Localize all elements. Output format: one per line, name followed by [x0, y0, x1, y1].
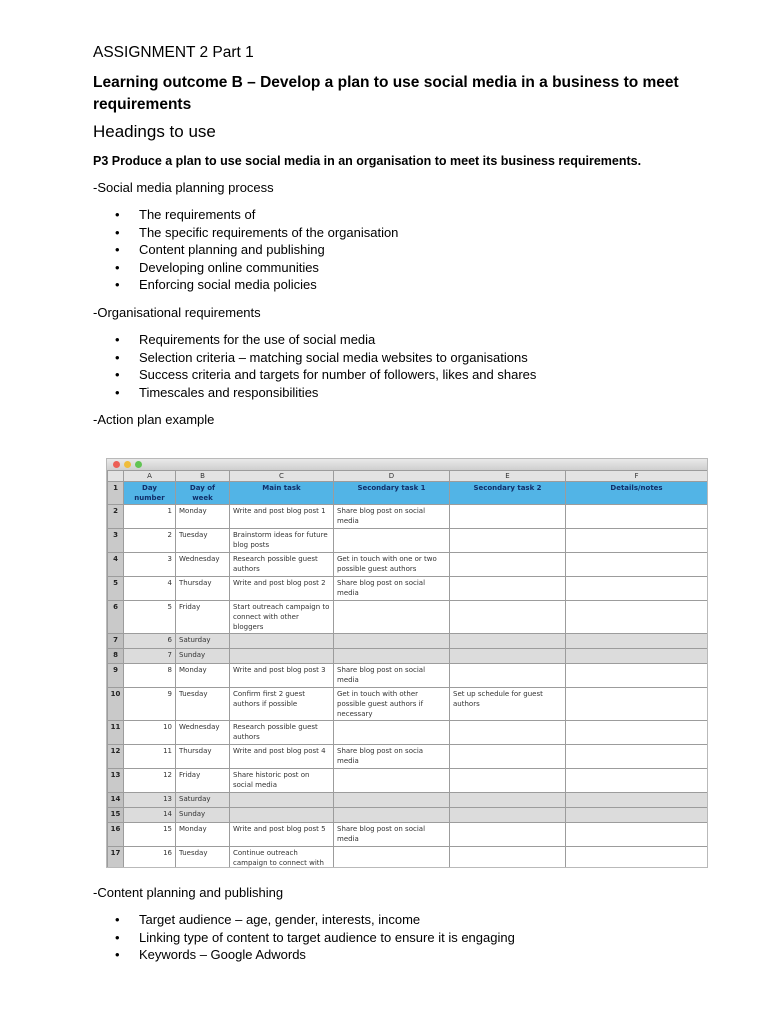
day-of-week-cell: Friday	[176, 601, 230, 634]
day-number-cell: 12	[124, 769, 176, 793]
secondary-task-2-cell	[450, 601, 566, 634]
secondary-task-2-cell	[450, 553, 566, 577]
details-notes-cell	[566, 745, 708, 769]
details-notes-cell	[566, 553, 708, 577]
column-header: Main task	[230, 482, 334, 505]
table-row	[108, 688, 708, 721]
list-item: • Content planning and publishing	[115, 242, 325, 258]
day-number-cell: 13	[124, 793, 176, 808]
close-window-icon	[113, 461, 120, 468]
action-plan-table	[107, 470, 708, 868]
details-notes-cell	[566, 823, 708, 847]
day-number-cell: 11	[124, 745, 176, 769]
bullet-icon: •	[115, 277, 120, 293]
main-task-cell	[230, 634, 334, 649]
column-header: Secondary task 2	[450, 482, 566, 505]
day-number-cell: 7	[124, 649, 176, 664]
list-item: • The requirements of	[115, 207, 256, 222]
details-notes-cell	[566, 769, 708, 793]
day-of-week-cell: Saturday	[176, 793, 230, 808]
row-number: 10	[108, 688, 124, 721]
secondary-task-1-cell: Share blog post on socia media	[334, 745, 450, 769]
assignment-title: ASSIGNMENT 2 Part 1	[93, 44, 254, 61]
secondary-task-1-cell: Get in touch with one or two possible guest authors	[334, 553, 450, 577]
list-item: • Linking type of content to target audience to ensure it is engaging	[115, 929, 515, 945]
day-number-cell: 16	[124, 847, 176, 869]
secondary-task-2-cell	[450, 793, 566, 808]
section-label-content-planning: -Content planning and publishing	[93, 885, 284, 900]
row-number: 11	[108, 721, 124, 745]
row-number: 12	[108, 745, 124, 769]
bullet-icon: •	[115, 259, 120, 275]
day-number-cell: 10	[124, 721, 176, 745]
bullet-list-organisational-requirements	[93, 331, 693, 401]
bullet-icon: •	[115, 384, 120, 400]
learning-outcome-heading: Learning outcome B – Develop a plan to use social media in a business to meet requirements	[93, 74, 679, 113]
secondary-task-2-cell	[450, 808, 566, 823]
list-item: • Developing online communities	[115, 259, 319, 275]
details-notes-cell	[566, 601, 708, 634]
secondary-task-2-cell	[450, 529, 566, 553]
secondary-task-1-cell	[334, 769, 450, 793]
details-notes-cell	[566, 688, 708, 721]
column-header: Secondary task 1	[334, 482, 450, 505]
details-notes-cell	[566, 808, 708, 823]
section-label-planning-process: -Social media planning process	[93, 180, 274, 195]
day-of-week-cell: Tuesday	[176, 847, 230, 869]
day-of-week-cell: Sunday	[176, 649, 230, 664]
column-letter: E	[450, 471, 566, 482]
bullet-list-content-planning	[93, 911, 693, 964]
day-number-cell: 2	[124, 529, 176, 553]
headings-to-use-label: Headings to use	[93, 122, 216, 141]
day-number-cell: 3	[124, 553, 176, 577]
day-of-week-cell: Wednesday	[176, 721, 230, 745]
details-notes-cell	[566, 793, 708, 808]
table-row	[108, 721, 708, 745]
day-number-cell: 5	[124, 601, 176, 634]
table-row	[108, 823, 708, 847]
list-item: • Requirements for the use of social media	[115, 331, 376, 347]
bullet-icon: •	[115, 207, 120, 222]
day-of-week-cell: Sunday	[176, 808, 230, 823]
bullet-icon: •	[115, 224, 120, 240]
main-task-cell: Brainstorm ideas for future blog posts	[230, 529, 334, 553]
table-row	[108, 847, 708, 869]
secondary-task-2-cell	[450, 664, 566, 688]
row-number: 7	[108, 634, 124, 649]
bullet-icon: •	[115, 242, 120, 258]
table-row	[108, 793, 708, 808]
main-task-cell	[230, 808, 334, 823]
secondary-task-1-cell: Share blog post on social media	[334, 664, 450, 688]
column-header: Day number	[124, 482, 176, 505]
table-header-row	[108, 482, 708, 505]
main-task-cell: Confirm first 2 guest authors if possible	[230, 688, 334, 721]
secondary-task-2-cell	[450, 823, 566, 847]
main-task-cell	[230, 793, 334, 808]
list-item: • Keywords – Google Adwords	[115, 947, 306, 963]
table-row	[108, 577, 708, 601]
main-task-cell: Write and post blog post 4	[230, 745, 334, 769]
list-item: • Enforcing social media policies	[115, 277, 317, 293]
details-notes-cell	[566, 721, 708, 745]
secondary-task-2-cell: Set up schedule for guest authors	[450, 688, 566, 721]
day-of-week-cell: Monday	[176, 505, 230, 529]
details-notes-cell	[566, 505, 708, 529]
column-letter: A	[124, 471, 176, 482]
window-title-bar	[107, 459, 707, 470]
main-task-cell: Share historic post on social media	[230, 769, 334, 793]
secondary-task-1-cell	[334, 529, 450, 553]
day-of-week-cell: Thursday	[176, 577, 230, 601]
secondary-task-2-cell	[450, 847, 566, 869]
day-of-week-cell: Wednesday	[176, 553, 230, 577]
main-task-cell: Continue outreach campaign to connect with	[230, 847, 334, 869]
day-of-week-cell: Saturday	[176, 634, 230, 649]
table-row	[108, 529, 708, 553]
section-label-action-plan: -Action plan example	[93, 412, 215, 428]
secondary-task-1-cell	[334, 721, 450, 745]
list-item: • Success criteria and targets for number of followers, likes and shares	[115, 367, 537, 383]
day-number-cell: 15	[124, 823, 176, 847]
zoom-window-icon	[135, 461, 142, 468]
column-letter: F	[566, 471, 708, 482]
column-header: Details/notes	[566, 482, 708, 505]
row-number: 16	[108, 823, 124, 847]
secondary-task-1-cell: Share blog post on social media	[334, 823, 450, 847]
list-item: • Selection criteria – matching social media websites to organisations	[115, 349, 528, 365]
main-task-cell: Research possible guest authors	[230, 553, 334, 577]
main-task-cell: Write and post blog post 2	[230, 577, 334, 601]
secondary-task-1-cell: Get in touch with other possible guest authors if necessary	[334, 688, 450, 721]
bullet-icon: •	[115, 947, 120, 963]
row-number: 1	[108, 482, 124, 505]
column-letter: C	[230, 471, 334, 482]
table-row	[108, 769, 708, 793]
content-planning-section	[93, 885, 693, 975]
secondary-task-1-cell	[334, 649, 450, 664]
secondary-task-1-cell	[334, 601, 450, 634]
details-notes-cell	[566, 649, 708, 664]
details-notes-cell	[566, 577, 708, 601]
column-letter: B	[176, 471, 230, 482]
secondary-task-1-cell	[334, 808, 450, 823]
secondary-task-1-cell: Share blog post on social media	[334, 577, 450, 601]
row-number: 2	[108, 505, 124, 529]
day-number-cell: 14	[124, 808, 176, 823]
table-row	[108, 553, 708, 577]
column-letter-row	[108, 471, 708, 482]
action-plan-spreadsheet-image	[106, 458, 708, 868]
row-number: 13	[108, 769, 124, 793]
secondary-task-1-cell: Share blog post on social media	[334, 505, 450, 529]
secondary-task-1-cell	[334, 793, 450, 808]
main-task-cell: Write and post blog post 5	[230, 823, 334, 847]
table-row	[108, 505, 708, 529]
day-of-week-cell: Tuesday	[176, 529, 230, 553]
row-number: 9	[108, 664, 124, 688]
main-task-cell: Write and post blog post 3	[230, 664, 334, 688]
row-number: 6	[108, 601, 124, 634]
table-row	[108, 601, 708, 634]
bullet-icon: •	[115, 367, 120, 383]
column-letter: D	[334, 471, 450, 482]
main-task-cell	[230, 649, 334, 664]
p3-criterion: P3 Produce a plan to use social media in an organisation to meet its business requirements.	[93, 154, 642, 168]
list-item: • Target audience – age, gender, interests, income	[115, 912, 421, 927]
secondary-task-2-cell	[450, 505, 566, 529]
row-number: 8	[108, 649, 124, 664]
secondary-task-1-cell	[334, 634, 450, 649]
day-of-week-cell: Thursday	[176, 745, 230, 769]
day-of-week-cell: Monday	[176, 664, 230, 688]
row-number: 14	[108, 793, 124, 808]
table-row	[108, 649, 708, 664]
day-number-cell: 4	[124, 577, 176, 601]
corner-cell	[108, 471, 124, 482]
details-notes-cell	[566, 529, 708, 553]
secondary-task-2-cell	[450, 721, 566, 745]
secondary-task-2-cell	[450, 649, 566, 664]
row-number: 4	[108, 553, 124, 577]
bullet-icon: •	[115, 349, 120, 365]
bullet-icon: •	[115, 929, 120, 945]
main-task-cell: Research possible guest authors	[230, 721, 334, 745]
table-row	[108, 808, 708, 823]
day-number-cell: 6	[124, 634, 176, 649]
details-notes-cell	[566, 847, 708, 869]
details-notes-cell	[566, 634, 708, 649]
table-row	[108, 634, 708, 649]
day-of-week-cell: Friday	[176, 769, 230, 793]
main-task-cell: Start outreach campaign to connect with other bloggers	[230, 601, 334, 634]
secondary-task-2-cell	[450, 577, 566, 601]
secondary-task-2-cell	[450, 769, 566, 793]
secondary-task-2-cell	[450, 634, 566, 649]
row-number: 5	[108, 577, 124, 601]
section-label-organisational-requirements: -Organisational requirements	[93, 304, 261, 320]
bullet-list-planning-process	[93, 206, 693, 294]
secondary-task-2-cell	[450, 745, 566, 769]
bullet-icon: •	[115, 331, 120, 347]
row-number: 3	[108, 529, 124, 553]
table-row	[108, 664, 708, 688]
details-notes-cell	[566, 664, 708, 688]
table-row	[108, 745, 708, 769]
day-number-cell: 1	[124, 505, 176, 529]
row-number: 15	[108, 808, 124, 823]
day-number-cell: 9	[124, 688, 176, 721]
column-header: Day of week	[176, 482, 230, 505]
day-of-week-cell: Monday	[176, 823, 230, 847]
secondary-task-1-cell	[334, 847, 450, 869]
list-item: • The specific requirements of the organisation	[115, 224, 399, 240]
day-number-cell: 8	[124, 664, 176, 688]
main-task-cell: Write and post blog post 1	[230, 505, 334, 529]
bullet-icon: •	[115, 912, 120, 927]
minimize-window-icon	[124, 461, 131, 468]
day-of-week-cell: Tuesday	[176, 688, 230, 721]
row-number: 17	[108, 847, 124, 869]
document-body	[93, 40, 693, 438]
list-item: • Timescales and responsibilities	[115, 384, 319, 400]
